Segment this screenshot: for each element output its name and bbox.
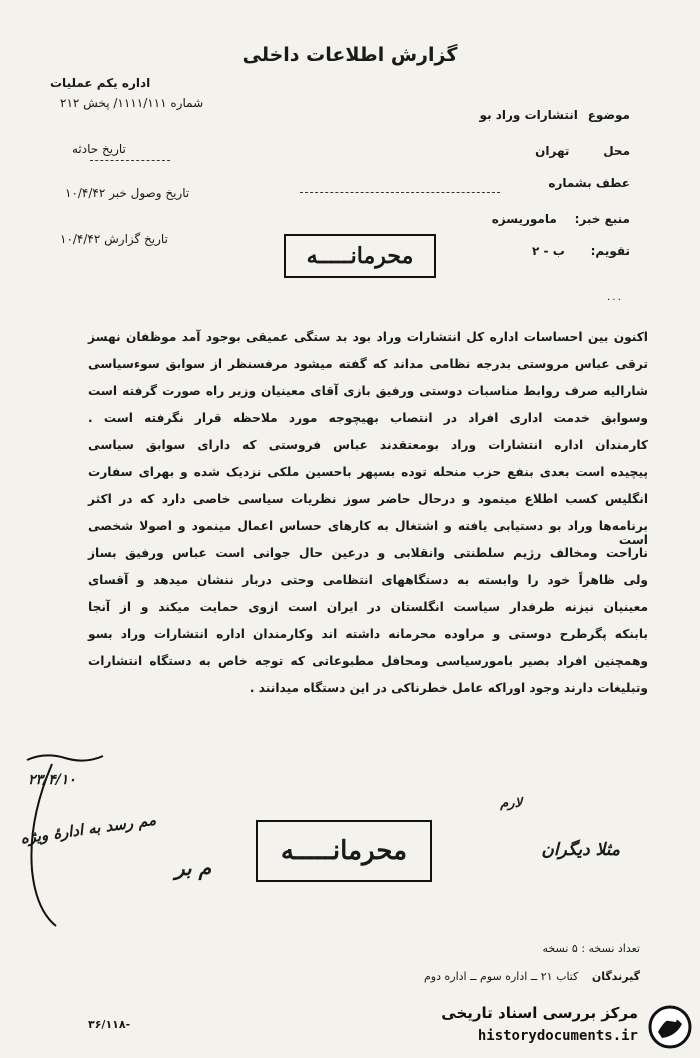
archive-logo-icon [648, 1002, 692, 1052]
attachment-label: عطف بشماره [548, 176, 630, 190]
report-date: تاریخ گزارش ۱۰/۴/۴۲ [60, 232, 168, 246]
body-line-6: پیچیده است بعدی بنفع حزب منحله توده بسپهر باحسین ملکی نزدیک شده و بهرای سفارت [88, 465, 648, 479]
watermark-name: مرکز بررسی اسناد تاریخی [437, 1004, 642, 1022]
recipients-value: کتاب ۲۱ ــ اداره سوم ــ اداره دوم [423, 970, 579, 983]
body-line-3: شارالیه صرف روابط مناسبات دوستی ورفیق بازی آقای معینیان وزیر راه صورت گرفته است [88, 384, 648, 398]
watermark-url: historydocuments.ir [474, 1028, 642, 1044]
copies-count: تعداد نسخه : ۵ نسخه [542, 942, 640, 955]
handwritten-note-left: مم رسد به ادارهٔ ویژه [19, 810, 158, 848]
place-label: محل [603, 144, 630, 158]
subject-field [480, 108, 630, 122]
handwritten-note-right: مثلا دیگران [541, 840, 620, 860]
handwritten-signature-left: م بر [175, 856, 211, 880]
body-line-8: برنامه‌ها وراد بو دستیابی یافته و اشتغال به کارهای حساس اعمال مینمود و اصولا شخصی است [88, 519, 648, 547]
attachment-field [548, 176, 630, 190]
body-line-11: معینیان نیزنه طرفدار سیاست انگلستان در ایران است ازوی حمایت میکند و از آنجا [88, 600, 648, 614]
document-code: ۳۶/۱۱۸- [88, 1018, 131, 1031]
body-line-4: وسوابق خدمت اداری افراد در انتصاب بهیچوجه مورد ملاحظه قرار نگرفته است . [88, 411, 648, 425]
body-line-12: بابنکه پگرطرح دوستی و مراوده محرمانه داشته اند وکارمندان اداره انتشارات وراد بسو [88, 627, 648, 641]
evaluation-value: ب - ۲ [532, 244, 565, 258]
handwritten-date: ۲۳/۴/۱۰ [28, 772, 76, 788]
source-value: ماموریسزه [491, 212, 557, 226]
watermark-logo [441, 1000, 692, 1056]
recipients-field [424, 970, 640, 983]
attachment-line [300, 192, 500, 193]
evaluation-field [532, 244, 630, 258]
incident-date-line [90, 160, 170, 161]
evaluation-label: تقویم: [590, 244, 630, 258]
source-label: منبع خبر: [574, 212, 630, 226]
recipients-label: گیرندگان [591, 970, 640, 983]
body-line-14: وتبلیغات دارند وجود اوراکه عامل خطرناکی در این دستگاه میدانند . [249, 681, 648, 695]
top-mark: ۰۰۰ [605, 294, 622, 305]
body-line-7: انگلیس کسب اطلاع مینمود و درحال حاضر سوز نظریات سیاسی خاصی دارد که در اکثر [88, 492, 648, 506]
confidential-stamp-bottom: محرمانـــــه [256, 820, 432, 882]
received-date: تاریخ وصول خبر ۱۰/۴/۴۲ [65, 186, 190, 200]
handwritten-small-mark: لارم [500, 796, 522, 811]
body-line-9: ناراحت ومخالف رژیم سلطنتی وانقلابی و درعین حال جوانی است عباس ورفیق بساز [88, 546, 648, 560]
subject-value: انتشارات وراد بو [479, 108, 578, 122]
body-line-10: ولی ظاهراً خود را وابسته به دستگاههای انتظامی وحتی دربار ننشان میدهد و آقسای [88, 573, 648, 587]
place-value: تهران [535, 144, 570, 158]
subject-label: موضوع [587, 108, 630, 122]
body-line-5: کارمندان اداره انتشارات وراد بومعتقدند عباس فروستی که دارای سوابق سیاسی [88, 438, 648, 452]
body-line-1: اکنون بین احساسات اداره کل انتشارات وراد بود بد ستگی عمیقی بوجود آمد موظفان نهسز [88, 330, 648, 344]
document-title: گزارش اطلاعات داخلی [242, 44, 458, 66]
bracket-stroke [22, 760, 62, 930]
body-line-13: وهمچنین افراد بصیر بامورسیاسی ومحافل مطبوعاتی که توجه خاص به دستگاه انتشارات [88, 654, 648, 668]
incident-date: تاریخ حادثه [72, 142, 126, 156]
confidential-stamp-top: محرمانـــــه [284, 234, 436, 278]
document-number: شماره ۱۱۱۱/۱۱۱/ پخش ۲۱۲ [60, 96, 204, 110]
place-field [535, 144, 630, 158]
body-line-2: ترقی عباس مروستی بدرجه نظامی مداند که گفته میشود مرفسنظر از سوابق سوءسیاسی [88, 357, 648, 371]
source-field [492, 212, 630, 226]
office-name: اداره یکم عملیات [50, 76, 151, 90]
